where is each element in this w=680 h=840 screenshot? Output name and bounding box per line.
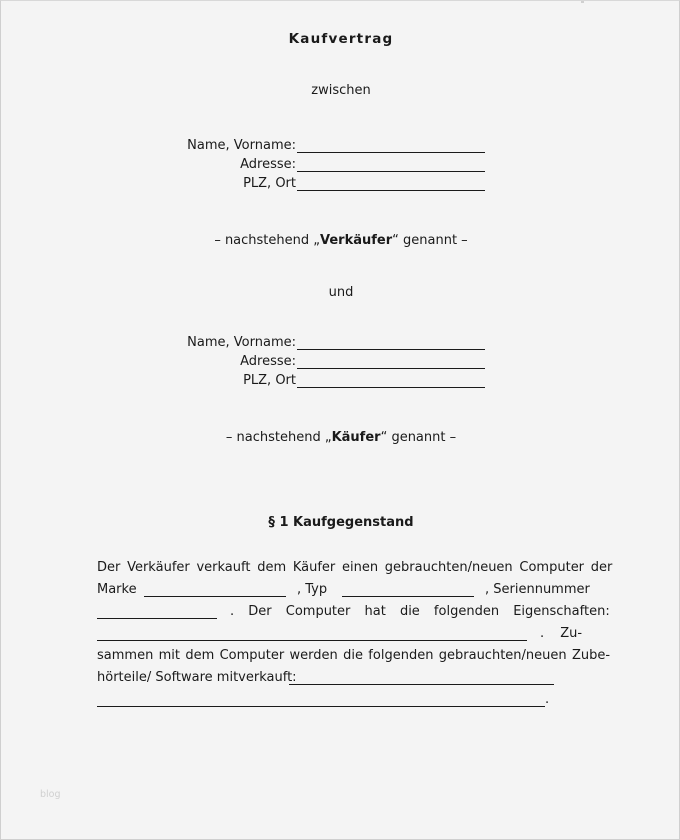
seller-note-suffix: “ genannt – xyxy=(392,233,468,248)
seller-name-field[interactable] xyxy=(297,152,485,153)
end-period: . xyxy=(545,692,550,707)
buyer-name-label: Name, Vorname: xyxy=(187,335,296,350)
marke-field[interactable] xyxy=(144,596,286,597)
marke-label: Marke xyxy=(97,582,137,597)
buyer-plz-label: PLZ, Ort xyxy=(243,373,296,388)
paragraph-line-5: sammen mit dem Computer werden die folgenden gebrauchten/neuen Zube- xyxy=(97,648,611,663)
paragraph-line-6 xyxy=(97,670,585,692)
serial-field[interactable] xyxy=(97,618,217,619)
and-label: und xyxy=(328,285,354,300)
document-title: Kaufvertrag xyxy=(288,31,394,47)
properties-label: . Der Computer hat die folgenden Eigenschaften: xyxy=(230,604,610,619)
accessories-label: hörteile/ Software mitverkauft: xyxy=(97,670,297,685)
accessories-field-2[interactable] xyxy=(97,706,545,707)
accessories-field[interactable] xyxy=(289,684,554,685)
seller-plz-row xyxy=(1,176,680,194)
seller-address-field[interactable] xyxy=(297,171,485,172)
buyer-note-bold: Käufer xyxy=(331,430,381,445)
buyer-address-row xyxy=(1,354,680,372)
paragraph-line-4 xyxy=(97,626,585,648)
watermark: blog xyxy=(40,789,61,800)
buyer-plz-row xyxy=(1,373,680,391)
seller-plz-label: PLZ, Ort xyxy=(243,176,296,191)
paragraph-line-3 xyxy=(97,604,610,626)
buyer-address-label: Adresse: xyxy=(240,354,296,369)
page-marker xyxy=(581,1,584,3)
seller-name-label: Name, Vorname: xyxy=(187,138,296,153)
seller-note-bold: Verkäufer xyxy=(320,233,393,248)
seller-address-label: Adresse: xyxy=(240,157,296,172)
buyer-note-suffix: “ genannt – xyxy=(380,430,457,445)
buyer-note-prefix: – nachstehend „ xyxy=(225,430,332,445)
zu-label: . Zu- xyxy=(540,626,583,641)
paragraph-line-2 xyxy=(97,582,590,604)
section-1-heading: § 1 Kaufgegenstand xyxy=(268,515,414,530)
buyer-designation xyxy=(1,430,680,446)
paragraph-line-7 xyxy=(97,692,585,714)
paragraph-line-1: Der Verkäufer verkauft dem Käufer einen gebrauchten/neuen Computer der xyxy=(97,560,613,575)
seller-plz-field[interactable] xyxy=(297,190,485,191)
typ-label: , Typ xyxy=(297,582,328,597)
buyer-name-field[interactable] xyxy=(297,349,485,350)
serial-label: , Seriennummer xyxy=(485,582,590,597)
between-label: zwischen xyxy=(311,83,371,98)
seller-address-row xyxy=(1,157,680,175)
seller-name-row xyxy=(1,138,680,156)
seller-designation xyxy=(1,233,680,249)
buyer-plz-field[interactable] xyxy=(297,387,485,388)
seller-note-prefix: – nachstehend „ xyxy=(214,233,321,248)
buyer-name-row xyxy=(1,335,680,353)
typ-field[interactable] xyxy=(342,596,474,597)
buyer-address-field[interactable] xyxy=(297,368,485,369)
properties-field[interactable] xyxy=(97,640,527,641)
